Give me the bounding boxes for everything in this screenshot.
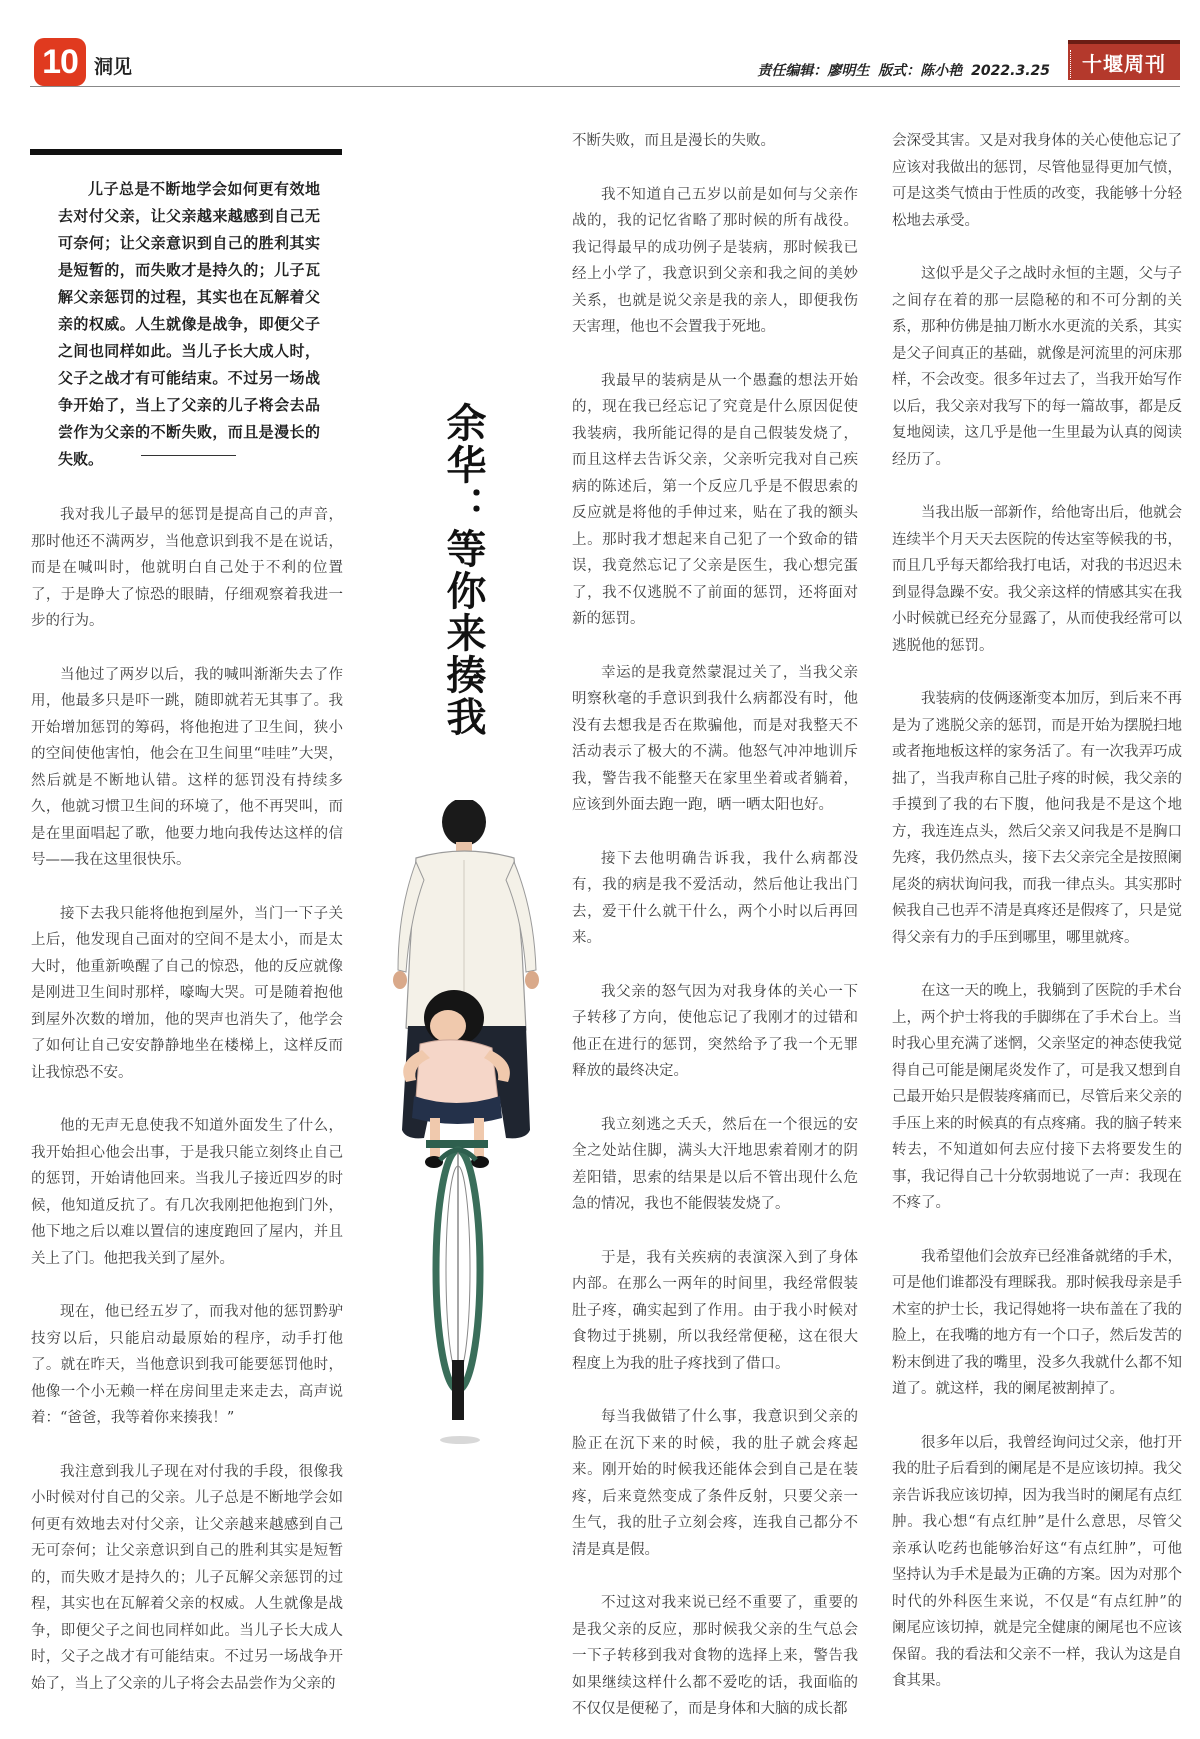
- paragraph: 很多年以后，我曾经询问过父亲，他打开我的肚子后看到的阑尾是不是应该切掉。我父亲告诉我应该切掉，因为我当时的阑尾有点红肿。我心想“有点红肿”是什么意思，尽管父亲承认吃药也能够治好这“有点红肿”，可他坚持认为手术是最为正确的方案。因为对那个时代的外科医生来说，不仅是“有点红肿”的阑尾应该切掉，就是完全健康的阑尾也不应该保留。我的看法和父亲不一样，我认为这是自食其果。: [892, 1434, 1182, 1689]
- article-column-2: [572, 128, 858, 1739]
- paragraph: 我希望他们会放弃已经准备就绪的手术，可是他们谁都没有理睬我。那时候我母亲是手术室的护士长，我记得她将一块布盖在了我的脸上，在我嘴的地方有一个口子，然后发苦的粉末倒进了我的嘴里，没多久我就什么都不知道了。就这样，我的阑尾被割掉了。: [892, 1248, 1182, 1397]
- paragraph: 接下去他明确告诉我，我什么病都没有，我的病是我不爱活动，然后他让我出门去，爱干什么就干什么，两个小时以后再回来。: [572, 850, 858, 946]
- father-riding-bicycle-with-child-icon: [376, 800, 556, 1500]
- editor-credits: [753, 60, 1050, 80]
- article-title: 余华：等你来揍我: [440, 402, 487, 738]
- article-column-1: [31, 502, 343, 1724]
- lead-bottom-rule: [141, 455, 236, 456]
- lead-top-bar: [30, 149, 342, 155]
- paragraph: 会深受其害。又是对我身体的关心使他忘记了应该对我做出的惩罚，尽管他显得更加气愤，可是这类气愤由于性质的改变，我能够十分轻松地去承受。: [892, 133, 1182, 229]
- article-column-3: [892, 128, 1182, 1722]
- paragraph: 他的无声无息使我不知道外面发生了什么，我开始担心他会出事，于是我只能立刻终止自己的惩罚，开始请他回来。当我儿子接近四岁的时候，他知道反抗了。有几次我刚把他抱到门外，他下地之后以难以置信的速度跑回了屋内，并且关上了门。他把我关到了屋外。: [31, 1118, 343, 1267]
- paragraph: 不断失败，而且是漫长的失败。: [572, 133, 775, 149]
- paragraph: 每当我做错了什么事，我意识到父亲的脸正在沉下来的时候，我的肚子就会疼起来。刚开始的时候我还能体会到自己是在装疼，后来竟然变成了条件反射，只要父亲一生气，我的肚子立刻会疼，连我自己都分不清是真是假。: [572, 1409, 858, 1558]
- masthead-logo: 十堰周刊: [1068, 40, 1180, 80]
- page-number: 10: [34, 38, 86, 86]
- paragraph: 当他过了两岁以后，我的喊叫渐渐失去了作用，他最多只是吓一跳，随即就若无其事了。我开始增加惩罚的筹码，将他抱进了卫生间，狭小的空间使他害怕，他会在卫生间里“哇哇”大哭，然后就是不断地认错。这样的惩罚没有持续多久，他就习惯卫生间的环境了，他不再哭叫，而是在里面唱起了歌，他要力地向我传达这样的信号——我在这里很快乐。: [31, 666, 343, 868]
- paragraph: 幸运的是我竟然蒙混过关了，当我父亲明察秋毫的手意识到我什么病都没有时，他没有去想我是否在欺骗他，而是对我整天不活动表示了极大的不满。他怒气冲冲地训斥我，警告我不能整天在家里坐着或者躺着，应该到外面去跑一跑，晒一晒太阳也好。: [572, 664, 858, 813]
- paragraph: 现在，他已经五岁了，而我对他的惩罚黔驴技穷以后，只能启动最原始的程序，动手打他了。就在昨天，当他意识到我可能要惩罚他时，他像一个小无赖一样在房间里走来走去，高声说着：“爸爸，我等着你来揍我！”: [31, 1304, 343, 1426]
- paragraph: 我父亲的怒气因为对我身体的关心一下子转移了方向，使他忘记了我刚才的过错和他正在进行的惩罚，突然给予了我一个无罪释放的最终决定。: [572, 983, 858, 1079]
- editor-name: 责任编辑：廖明生: [757, 63, 870, 79]
- section-name: 洞见: [94, 56, 133, 78]
- header-divider: [30, 86, 1180, 87]
- paragraph: 我不知道自己五岁以前是如何与父亲作战的，我的记忆省略了那时候的所有战役。我记得最早的成功例子是装病，那时候我已经上小学了，我意识到父亲和我之间的美妙关系，也就是说父亲是我的亲人，即便我伤天害理，他也不会置我于死地。: [572, 186, 858, 335]
- paragraph: 我装病的伎俩逐渐变本加厉，到后来不再是为了逃脱父亲的惩罚，而是开始为摆脱扫地或者拖地板这样的家务活了。有一次我弄巧成拙了，当我声称自己肚子疼的时候，我父亲的手摸到了我的右下腹，他问我是不是这个地方，我连连点头，然后父亲又问我是不是胸口先疼，我仍然点头，接下去父亲完全是按照阑尾炎的病状询问我，而我一律点头。其实那时候我自己也弄不清是真疼还是假疼了，只是觉得父亲有力的手压到哪里，哪里就疼。: [892, 691, 1182, 946]
- paragraph: 我对我儿子最早的惩罚是提高自己的声音，那时他还不满两岁，当他意识到我不是在说话，而是在喊叫时，他就明白自己处于不利的位置了，于是睁大了惊恐的眼睛，仔细观察着我进一步的行为。: [31, 507, 343, 629]
- paragraph: 我注意到我儿子现在对付我的手段，很像我小时候对付自己的父亲。儿子总是不断地学会如何更有效地去对付父亲，让父亲越来越感到自己无可奈何；让父亲意识到自己的胜利其实是短暂的，而失败才是持久的；儿子瓦解父亲惩罚的过程，其实也在瓦解着父亲的权威。人生就像是战争，即便父子之间也同样如此。当儿子长大成人时，父子之战才有可能结束。不过另一场战争开始了，当上了父亲的儿子将会去品尝作为父亲的: [31, 1463, 343, 1692]
- paragraph: 这似乎是父子之战时永恒的主题，父与子之间存在着的那一层隐秘的和不可分割的关系，那种仿佛是抽刀断水水更流的关系，其实是父子间真正的基础，就像是河流里的河床那样，不会改变。很多年过去了，当我开始写作以后，我父亲对我写下的每一篇故事，都是反复地阅读，这几乎是他一生里最为认真的阅读经历了。: [892, 266, 1182, 468]
- paragraph: 当我出版一部新作，给他寄出后，他就会连续半个月天天去医院的传达室等候我的书，而且几乎每天都给我打电话，对我的书迟迟未到显得急躁不安。我父亲这样的情感其实在我小时候就已经充分显露了，从而使我经常可以逃脱他的惩罚。: [892, 505, 1182, 654]
- paragraph: 在这一天的晚上，我躺到了医院的手术台上，两个护士将我的手脚绑在了手术台上。当时我心里充满了迷惘，父亲坚定的神态使我觉得自己可能是阑尾炎发作了，可是我又想到自己最开始只是假装疼痛而已，尽管后来父亲的手压上来的时候真的有点疼痛。我的脑子转来转去，不知道如何去应付接下去将要发生的事，我记得自己十分软弱地说了一声：我现在不疼了。: [892, 983, 1182, 1211]
- paragraph: 接下去我只能将他抱到屋外，当门一下子关上后，他发现自己面对的空间不是太小，而是太大时，他重新唤醒了自己的惊恐，他的反应就像是刚进卫生间时那样，嚎啕大哭。可是随着抱他到屋外次数的增加，他的哭声也消失了，他学会了如何让自己安安静静地坐在楼梯上，这样反而让我惊恐不安。: [31, 905, 343, 1081]
- article-lead: 儿子总是不断地学会如何更有效地去对付父亲，让父亲越来越感到自己无可奈何；让父亲意识到自己的胜利其实是短暂的，而失败才是持久的；儿子瓦解父亲惩罚的过程，其实也在瓦解着父亲的权威。人生就像是战争，即便父子之间也同样如此。当儿子长大成人时，父子之战才有可能结束。不过另一场战争开始了，当上了父亲的儿子将会去品尝作为父亲的不断失败，而且是漫长的失败。: [58, 180, 320, 468]
- paragraph: 于是，我有关疾病的表演深入到了身体内部。在那么一两年的时间里，我经常假装肚子疼，确实起到了作用。由于我小时候对食物过于挑剔，所以我经常便秘，这在很大程度上为我的肚子疼找到了借口。: [572, 1249, 858, 1372]
- paragraph: 我最早的装病是从一个愚蠢的想法开始的，现在我已经忘记了究竟是什么原因促使我装病，我所能记得的是自己假装发烧了，而且这样去告诉父亲，父亲听完我对自己疾病的陈述后，第一个反应几乎是不假思索的反应就是将他的手伸过来，贴在了我的额头上。那时我才想起来自己犯了一个致命的错误，我竟然忘记了父亲是医生，我心想完蛋了，我不仅逃脱不了前面的惩罚，还将面对新的惩罚。: [572, 372, 858, 627]
- issue-date: 2022.3.25: [971, 63, 1050, 79]
- layout-designer: 版式：陈小艳: [878, 63, 963, 79]
- paragraph: 不过这对我来说已经不重要了，重要的是我父亲的反应，那时候我父亲的生气总会一下子转移到我对食物的选择上来，警告我如果继续这样什么都不爱吃的话，我面临的不仅仅是便秘了，而是身体和大脑的成长都: [572, 1595, 858, 1717]
- paragraph: 我立刻逃之夭夭，然后在一个很远的安全之处站住脚，满头大汗地思索着刚才的阴差阳错，思索的结果是以后不管出现什么危急的情况，我也不能假装发烧了。: [572, 1116, 858, 1212]
